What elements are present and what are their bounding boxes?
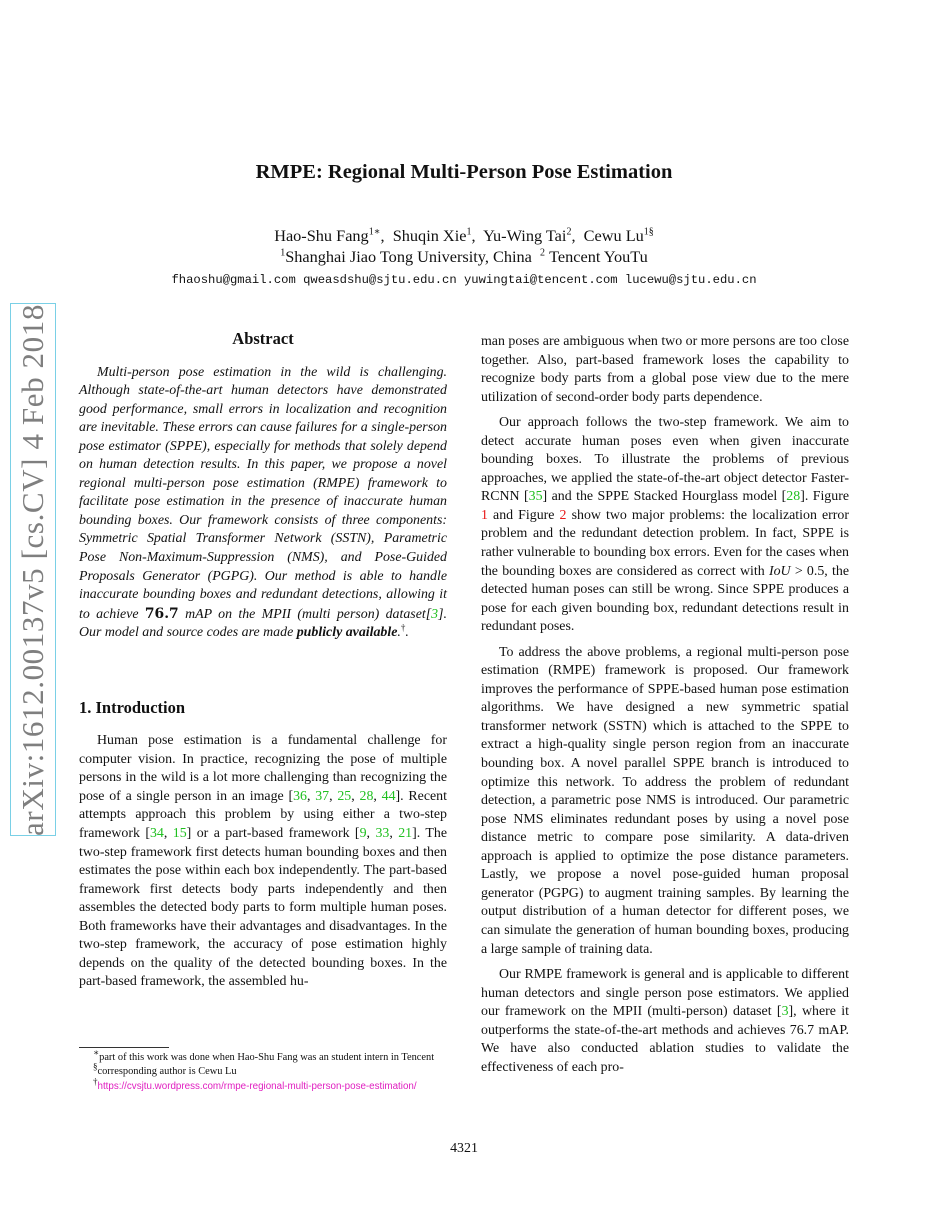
- abstract-text: mAP on the MPII (multi person) dataset[: [178, 606, 432, 622]
- body-text: ,: [366, 826, 376, 842]
- abstract-heading: Abstract: [232, 329, 294, 348]
- body-text: Our approach follows the two-step framework. We aim to detect accurate human poses even when given inaccurate bounding boxes. To illustrate the problems of previous approaches, we applied the state-of-the-art object detector Faster-RCNN [: [481, 415, 849, 505]
- body-text: ], where it outperforms the state-of-the-art methods and achieves 76.7 mAP. We have also conducted ablation studies to validate the effectiveness of each pro-: [481, 1004, 849, 1075]
- author-names: Hao-Shu Fang$^{1∗}$, Shuqin Xie$^1$, Yu-Wing Tai$^2$, Cewu $Lu^{1\S}$: [274, 226, 654, 245]
- citation-link[interactable]: 3: [431, 606, 439, 622]
- affiliation-tencent: Tencent YouTu: [549, 247, 648, 266]
- arxiv-id: arXiv:1612.00137v5 [cs.CV] 4 Feb 2018: [15, 303, 50, 836]
- abstract-text: .: [405, 625, 409, 641]
- affiliation-mark: 1: [280, 247, 286, 259]
- citation-link[interactable]: 15: [172, 826, 187, 842]
- author-block: [0, 225, 928, 267]
- body-text: ,: [373, 788, 382, 804]
- intro-paragraph: [79, 732, 447, 992]
- footnote: [79, 1047, 471, 1065]
- body-text: ] and the SPPE Stacked Hourglass model [: [542, 489, 787, 505]
- citation-link[interactable]: 34: [149, 826, 164, 842]
- iou-threshold: > 0.5: [790, 563, 825, 579]
- body-text: and Figure: [487, 507, 560, 523]
- footnote-mark: ∗: [93, 1047, 100, 1058]
- page-number: 4321: [450, 1141, 478, 1156]
- affiliation-mark: 2: [566, 226, 572, 238]
- citation-link[interactable]: 25: [337, 788, 352, 804]
- body-text: ,: [389, 826, 399, 842]
- body-text: ] or a part-based framework [: [186, 826, 360, 842]
- citation-link[interactable]: 21: [398, 826, 413, 842]
- affiliation-mark: 2: [540, 247, 546, 259]
- right-column: [481, 333, 849, 1077]
- footnote-mark: ∗: [373, 226, 381, 238]
- citation-link[interactable]: 36: [293, 788, 307, 804]
- body-paragraph: [481, 414, 849, 637]
- body-text: ]. The two-step framework first detects human bounding boxes and then estimates the pose within each box independently. The part-based framework first detects body parts independently and then assembles the detected body parts to form multiple human poses. Both frameworks have their advantages and disadvantages. In the two-step framework, the accuracy of pose estimation highly depends on the quality of the detected bounding boxes. In the part-based framework, the assembled hu-: [79, 826, 447, 990]
- body-text: Our RMPE framework is general and is applicable to different human detectors and single person pose estimators. We applied our framework on the MPII (multi-person) dataset [: [481, 967, 849, 1020]
- footnote-mark: †: [93, 1076, 98, 1087]
- body-text: ,: [163, 826, 173, 842]
- body-text: ]. Recent attempts approach this problem by using either a two-step framework [: [79, 788, 447, 842]
- abstract-text: .: [397, 625, 401, 641]
- abstract-text: Multi-person pose estimation in the wild is challenging. Although state-of-the-art human detectors have demonstrated good performance, small errors in localization and recognition are inevitable. These errors can cause failures for a single-person pose estimator (SPPE), especially for methods that solely depend on human detection results. In this paper, we propose a novel regional multi-person pose estimation (RMPE) framework to facilitate pose estimation in the presence of inaccurate human bounding boxes. Our framework consists of three components: Symmetric Spatial Transformer Network (SSTN), Parametric Pose Non-Maximum-Suppression (NMS), and Pose-Guided Proposals Generator (PGPG). Our method is able to handle inaccurate bounding boxes and redundant detections, allowing it to achieve: [79, 364, 447, 622]
- footnotes: [79, 1047, 471, 1094]
- affiliation-mark: 1§: [643, 226, 654, 238]
- citation-link[interactable]: 28: [786, 489, 801, 505]
- footnote-text: part of this work was done when Hao-Shu Fang was an student intern in Tencent: [99, 1052, 435, 1063]
- citation-link[interactable]: 3: [781, 1004, 789, 1020]
- body-text: Human pose estimation is a fundamental challenge for computer vision. In practice, recognizing the pose of multiple persons in the wild is a lot more challenging than recognizing the pose of a single person in an image [: [79, 733, 447, 804]
- body-text: ,: [351, 788, 360, 804]
- left-column: [79, 330, 447, 992]
- footnote: [79, 1076, 471, 1094]
- affiliation-mark: 1: [466, 226, 472, 238]
- figure-ref-link[interactable]: 1: [481, 507, 488, 523]
- body-text: ,: [329, 788, 338, 804]
- body-text: ]. Figure: [800, 489, 849, 505]
- map-value: 76.7: [144, 605, 179, 622]
- footnote-mark: †: [400, 622, 406, 633]
- introduction-heading: 1. Introduction: [79, 697, 186, 717]
- affiliations: [0, 246, 928, 267]
- figure-ref-link[interactable]: 2: [559, 507, 567, 523]
- footnote: [79, 1061, 471, 1079]
- footnote-text: corresponding author is Cewu Lu: [97, 1066, 237, 1078]
- abstract-text: ]. Our model and source codes are made: [79, 606, 447, 641]
- citation-link[interactable]: 33: [375, 826, 390, 842]
- body-text: show two major problems: the localization error problem and the redundant detection problem. In fact, SPPE is rather vulnerable to bounding box errors. Even for the cases when the bounding boxes are considered as correct with: [481, 507, 849, 579]
- footnote-mark: §: [93, 1061, 98, 1072]
- body-paragraph: To address the above problems, a regional multi-person pose estimation (RMPE) framework is proposed. Our framework improves the performance of SPPE-based human pose estimation algorithms. We have designed a new symmetric spatial transformer network (SSTN) which is attached to the SPPE to extract a high-quality single person region from an inaccurate bounding box. A novel parallel SPPE branch is introduced to optimize this network. To address the problem of redundant detection, a parametric pose NMS is introduced. Our parametric pose NMS eliminates redundant poses by using a novel pose distance metric to compare pose similarity. A data-driven approach is applied to optimize the pose distance parameters. Lastly, we propose a novel pose-guided human proposal generator (PGPG) to augment training samples. By learning the output distribution of a human detector for different poses, we can simulate the generation of human bounding boxes, producing a large sample of training data.: [481, 644, 849, 957]
- citation-link[interactable]: 44: [381, 788, 396, 804]
- abstract-paragraph: [79, 364, 447, 643]
- body-paragraph: [481, 966, 849, 1077]
- affiliation-mark: 1: [368, 226, 374, 238]
- publicly-available-text: publicly available: [296, 625, 398, 641]
- project-url-link[interactable]: https://cvsjtu.wordpress.com/rmpe-regional-multi-person-pose-estimation/: [97, 1080, 417, 1092]
- citation-link[interactable]: 9: [359, 826, 367, 842]
- citation-link[interactable]: 28: [359, 788, 374, 804]
- citation-link[interactable]: 37: [315, 788, 330, 804]
- author-name: Shuqin Xie: [392, 226, 467, 245]
- paper-title: RMPE: Regional Multi-Person Pose Estimation: [255, 161, 673, 183]
- author-name: Hao-Shu Fang: [274, 226, 369, 245]
- body-text: ,: [306, 788, 316, 804]
- citation-link[interactable]: 35: [528, 489, 543, 505]
- iou-symbol: IoU: [768, 563, 791, 579]
- body-text: , the detected human poses can still be wrong. Since SPPE produces a pose for each given bounding box, redundant detections result in redundant poses.: [481, 563, 849, 635]
- continued-paragraph: man poses are ambiguous when two or more persons are too close together. Also, part-based framework loses the capability to recognize body parts from a global pose view due to the mere utilization of second-order body parts dependence.: [481, 334, 849, 405]
- author-emails: fhaoshu@gmail.com qweasdshu@sjtu.edu.cn yuwingtai@tencent.com lucewu@sjtu.edu.cn: [171, 273, 757, 287]
- affiliation-sjtu: Shanghai Jiao Tong University, China: [285, 247, 532, 266]
- author-name: Cewu Lu: [583, 226, 644, 245]
- author-name: Yu-Wing Tai: [483, 226, 567, 245]
- arxiv-stamp: [10, 303, 56, 836]
